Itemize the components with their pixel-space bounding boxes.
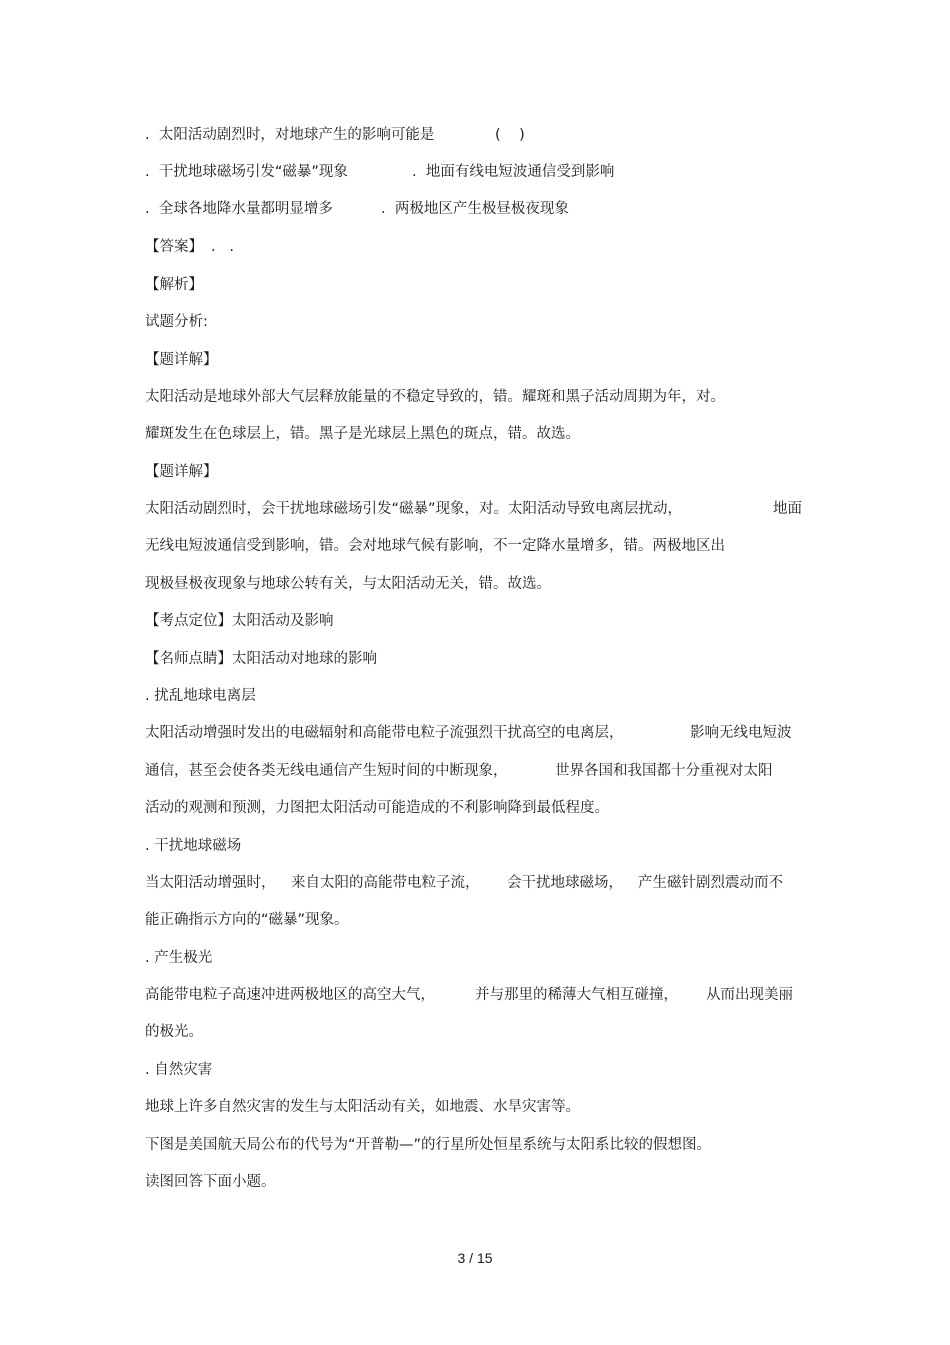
detail-2-line-1-end: 地面 (773, 501, 802, 517)
section-2-title: . 干扰地球磁场 (145, 838, 242, 854)
answer-parentheses: ( ) (495, 127, 525, 143)
section-3-line-2: 的极光。 (145, 1024, 203, 1040)
section-3-line-1-c: 从而出现美丽 (706, 987, 793, 1003)
detail-label-2: 【题详解】 (145, 464, 218, 480)
kaodian-line: 【考点定位】太阳活动及影响 (145, 613, 334, 629)
section-3-line-1-a: 高能带电粒子高速冲进两极地区的高空大气， (145, 987, 435, 1003)
section-2-line-1-b: 来自太阳的高能带电粒子流， (291, 875, 480, 891)
section-1-line-2-b: 世界各国和我国都十分重视对太阳 (555, 763, 773, 779)
analysis-label: 【解析】 (145, 277, 203, 293)
detail-1-line-2: 耀斑发生在色球层上，错。黑子是光球层上黑色的斑点，错。故选。 (145, 426, 580, 442)
detail-1-line-1: 太阳活动是地球外部大气层释放能量的不稳定导致的，错。耀斑和黑子活动周期为年，对。 (145, 389, 725, 405)
section-2-line-2: 能正确指示方向的“磁暴”现象。 (145, 912, 349, 928)
section-1-line-1-a: 太阳活动增强时发出的电磁辐射和高能带电粒子流强烈干扰高空的电离层， (145, 725, 624, 741)
option-b: . 地面有线电短波通信受到影响 (412, 164, 615, 180)
question-stem: . 太阳活动剧烈时，对地球产生的影响可能是 (145, 127, 435, 143)
option-c: . 全球各地降水量都明显增多 (145, 201, 333, 217)
mingshi-line: 【名师点睛】太阳活动对地球的影响 (145, 651, 377, 667)
section-2-line-1-c: 会干扰地球磁场， (507, 875, 623, 891)
section-2-line-1-a: 当太阳活动增强时， (145, 875, 276, 891)
detail-label-1: 【题详解】 (145, 352, 218, 368)
section-3-line-1-b: 并与那里的稀薄大气相互碰撞， (475, 987, 678, 1003)
section-1-line-2-a: 通信，甚至会使各类无线电通信产生短时间的中断现象， (145, 763, 508, 779)
answer-value: . . (211, 239, 235, 255)
page-number: 3 / 15 (457, 1250, 493, 1266)
section-1-line-1-b: 影响无线电短波 (690, 725, 792, 741)
section-2-line-1-d: 产生磁针剧烈震动而不 (638, 875, 783, 891)
answer-label: 【答案】 (145, 239, 203, 255)
next-question-instruction: 读图回答下面小题。 (145, 1174, 276, 1190)
detail-2-line-3: 现极昼极夜现象与地球公转有关，与太阳活动无关，错。故选。 (145, 576, 551, 592)
detail-2-line-2: 无线电短波通信受到影响，错。会对地球气候有影响，不一定降水量增多，错。两极地区出 (145, 538, 725, 554)
option-a: . 干扰地球磁场引发“磁暴”现象 (145, 164, 348, 180)
next-question-intro: 下图是美国航天局公布的代号为“开普勒—”的行星所处恒星系统与太阳系比较的假想图。 (145, 1137, 712, 1153)
section-3-title: . 产生极光 (145, 950, 213, 966)
section-4-line-1: 地球上许多自然灾害的发生与太阳活动有关，如地震、水旱灾害等。 (145, 1099, 580, 1115)
detail-2-line-1-text: 太阳活动剧烈时，会干扰地球磁场引发“磁暴”现象，对。太阳活动导致电离层扰动， (145, 501, 683, 517)
section-4-title: . 自然灾害 (145, 1062, 213, 1078)
analysis-intro: 试题分析: (145, 314, 208, 330)
option-d: . 两极地区产生极昼极夜现象 (381, 201, 569, 217)
section-1-title: . 扰乱地球电离层 (145, 688, 256, 704)
section-1-line-3: 活动的观测和预测，力图把太阳活动可能造成的不利影响降到最低程度。 (145, 800, 609, 816)
